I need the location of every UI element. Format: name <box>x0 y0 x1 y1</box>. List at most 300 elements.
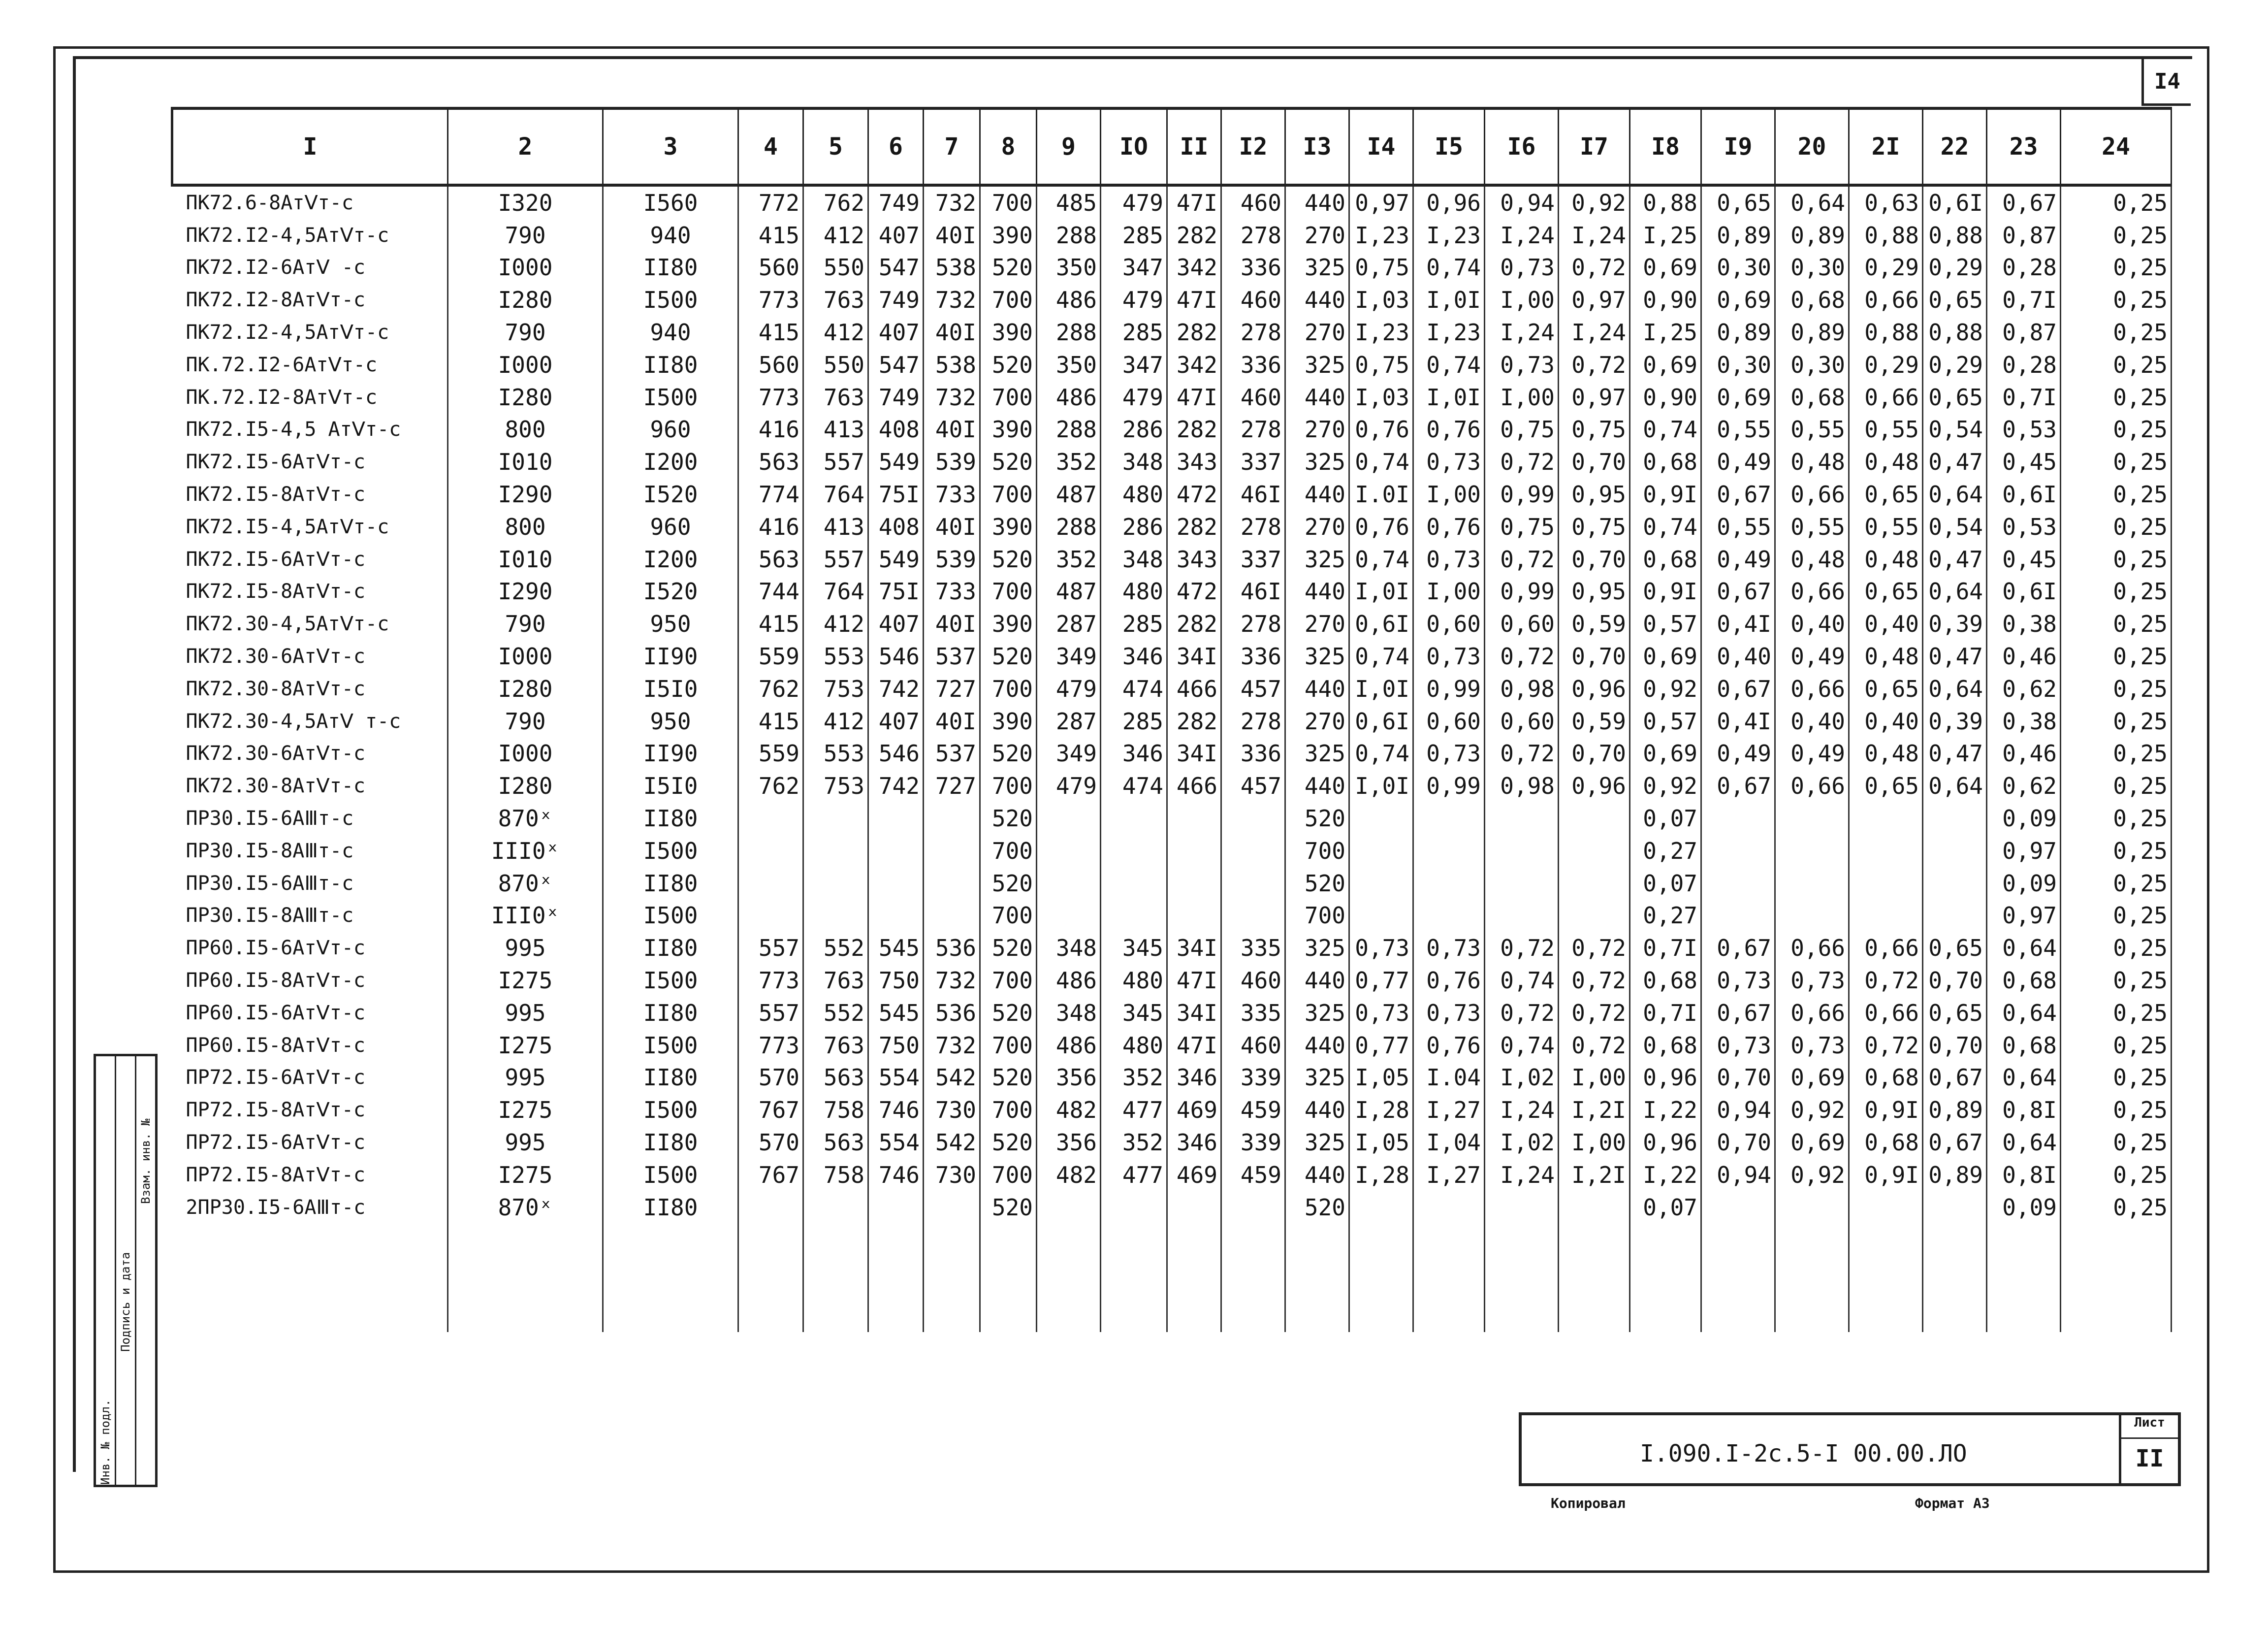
table-row <box>172 802 2172 835</box>
stamp-column-signature <box>116 1056 136 1485</box>
value-cell: 477 <box>1101 1159 1167 1191</box>
value-cell: 0,39 <box>1923 608 1987 640</box>
value-cell: II80 <box>603 1062 738 1094</box>
value-cell: 763 <box>803 381 868 414</box>
value-cell: 0,94 <box>1485 185 1559 219</box>
value-cell: 460 <box>1221 1029 1285 1062</box>
value-cell: 940 <box>603 219 738 252</box>
value-cell: 0,40 <box>1849 608 1923 640</box>
item-mark-cell: ПК.72.I2-8АтⅤт-с <box>172 381 448 414</box>
column-header: 9 <box>1037 108 1101 185</box>
value-cell: 0,72 <box>1559 964 1630 997</box>
value-cell: 552 <box>803 932 868 964</box>
value-cell: 0,49 <box>1775 738 1849 770</box>
value-cell: 0,68 <box>1630 964 1701 997</box>
column-header: 3 <box>603 108 738 185</box>
value-cell: I,05 <box>1349 1062 1413 1094</box>
value-cell: 758 <box>803 1094 868 1126</box>
value-cell: 0,65 <box>1923 997 1987 1029</box>
value-cell: 0,74 <box>1349 543 1413 576</box>
value-cell: 995 <box>448 997 603 1029</box>
value-cell: 520 <box>1285 867 1349 900</box>
value-cell: 0,07 <box>1630 1191 1701 1224</box>
value-cell: 0,69 <box>1701 381 1775 414</box>
value-cell: 0,25 <box>2061 1159 2172 1191</box>
value-cell: I,24 <box>1485 316 1559 349</box>
value-cell <box>1701 867 1775 900</box>
value-cell: 0,28 <box>1987 349 2061 381</box>
value-cell: 0,74 <box>1630 511 1701 543</box>
value-cell: I275 <box>448 1094 603 1126</box>
value-cell: 0,62 <box>1987 673 2061 705</box>
value-cell: I010 <box>448 543 603 576</box>
value-cell: 0,6I <box>1349 705 1413 738</box>
value-cell: 0,25 <box>2061 316 2172 349</box>
column-header: IO <box>1101 108 1167 185</box>
value-cell: I280 <box>448 284 603 316</box>
value-cell: 0,68 <box>1849 1062 1923 1094</box>
item-mark-cell: ПК72.6-8АтⅤт-с <box>172 185 448 219</box>
value-cell: 0,69 <box>1630 738 1701 770</box>
value-cell: 0,40 <box>1775 608 1849 640</box>
value-cell <box>1349 1191 1413 1224</box>
value-cell: II80 <box>603 1126 738 1159</box>
value-cell: 557 <box>803 446 868 478</box>
value-cell: 282 <box>1167 511 1221 543</box>
value-cell: 0,64 <box>1923 673 1987 705</box>
value-cell: I,00 <box>1413 576 1485 608</box>
value-cell: I,27 <box>1413 1094 1485 1126</box>
value-cell: 0,87 <box>1987 219 2061 252</box>
value-cell <box>738 835 803 867</box>
value-cell: 0,47 <box>1923 738 1987 770</box>
value-cell: 0,67 <box>1701 478 1775 511</box>
value-cell: 790 <box>448 705 603 738</box>
column-header: I8 <box>1630 108 1701 185</box>
value-cell <box>1167 867 1221 900</box>
value-cell: 0,30 <box>1701 349 1775 381</box>
stamp-column-replacement <box>136 1056 155 1485</box>
value-cell: 459 <box>1221 1159 1285 1191</box>
value-cell: 0,95 <box>1559 576 1630 608</box>
value-cell <box>868 835 924 867</box>
blank-cell <box>448 1224 603 1332</box>
value-cell: 0,76 <box>1413 964 1485 997</box>
value-cell: 0,89 <box>1775 219 1849 252</box>
value-cell: 700 <box>980 381 1037 414</box>
value-cell <box>1775 835 1849 867</box>
value-cell: 75I <box>868 576 924 608</box>
value-cell: 700 <box>980 1094 1037 1126</box>
value-cell: 0,45 <box>1987 446 2061 478</box>
value-cell: 0,64 <box>1987 1126 2061 1159</box>
value-cell: 554 <box>868 1062 924 1094</box>
value-cell: 440 <box>1285 381 1349 414</box>
value-cell: 0,25 <box>2061 381 2172 414</box>
value-cell <box>868 802 924 835</box>
value-cell: 0,94 <box>1701 1094 1775 1126</box>
table-row <box>172 478 2172 511</box>
value-cell: 0,69 <box>1630 640 1701 673</box>
value-cell: 520 <box>980 802 1037 835</box>
value-cell: 287 <box>1037 705 1101 738</box>
value-cell: 415 <box>738 316 803 349</box>
value-cell: 0,70 <box>1923 964 1987 997</box>
value-cell: 0,65 <box>1923 284 1987 316</box>
value-cell: 479 <box>1101 185 1167 219</box>
value-cell: I,25 <box>1630 316 1701 349</box>
value-cell: 730 <box>924 1159 980 1191</box>
value-cell: 75I <box>868 478 924 511</box>
value-cell: 0,92 <box>1630 770 1701 802</box>
value-cell <box>1037 802 1101 835</box>
value-cell: 0,55 <box>1701 511 1775 543</box>
value-cell: 0,74 <box>1349 446 1413 478</box>
item-mark-cell: ПР30.I5-8АⅢт-с <box>172 900 448 932</box>
value-cell: I,04 <box>1413 1126 1485 1159</box>
value-cell <box>1701 835 1775 867</box>
value-cell: I000 <box>448 640 603 673</box>
value-cell: 0,9I <box>1630 576 1701 608</box>
value-cell: 0,73 <box>1485 252 1559 284</box>
value-cell: 285 <box>1101 608 1167 640</box>
value-cell: 0,69 <box>1775 1126 1849 1159</box>
value-cell: 482 <box>1037 1159 1101 1191</box>
value-cell: I500 <box>603 900 738 932</box>
value-cell: 790 <box>448 608 603 640</box>
item-mark-cell: ПК72.I5-8АтⅤт-с <box>172 478 448 511</box>
value-cell: 285 <box>1101 316 1167 349</box>
value-cell: I,28 <box>1349 1159 1413 1191</box>
value-cell <box>924 900 980 932</box>
column-header: I <box>172 108 448 185</box>
value-cell: 0,73 <box>1413 446 1485 478</box>
value-cell: 0,48 <box>1849 446 1923 478</box>
value-cell <box>803 835 868 867</box>
value-cell: 0,77 <box>1349 1029 1413 1062</box>
value-cell: 0,25 <box>2061 1191 2172 1224</box>
value-cell: 0,89 <box>1701 219 1775 252</box>
value-cell: I,23 <box>1349 219 1413 252</box>
value-cell: 0,57 <box>1630 608 1701 640</box>
value-cell: 0,29 <box>1923 252 1987 284</box>
value-cell: 0,76 <box>1349 511 1413 543</box>
value-cell: 286 <box>1101 414 1167 446</box>
value-cell: 270 <box>1285 316 1349 349</box>
value-cell: 288 <box>1037 219 1101 252</box>
value-cell: 0,65 <box>1849 478 1923 511</box>
value-cell: 0,67 <box>1701 673 1775 705</box>
value-cell: I275 <box>448 1159 603 1191</box>
blank-cell <box>738 1224 803 1332</box>
value-cell: 288 <box>1037 511 1101 543</box>
column-header: I4 <box>1349 108 1413 185</box>
value-cell: 337 <box>1221 446 1285 478</box>
table-row <box>172 414 2172 446</box>
value-cell: 0,49 <box>1701 738 1775 770</box>
value-cell: 335 <box>1221 932 1285 964</box>
value-cell: I000 <box>448 349 603 381</box>
value-cell: 0,25 <box>2061 835 2172 867</box>
value-cell: 0,7I <box>1630 932 1701 964</box>
value-cell: 485 <box>1037 185 1101 219</box>
item-mark-cell: ПК72.I5-4,5АтⅤт-с <box>172 511 448 543</box>
value-cell: 413 <box>803 414 868 446</box>
value-cell <box>1775 1191 1849 1224</box>
value-cell: 0,25 <box>2061 284 2172 316</box>
value-cell: I,22 <box>1630 1159 1701 1191</box>
table-row <box>172 867 2172 900</box>
value-cell: 763 <box>803 964 868 997</box>
value-cell: 469 <box>1167 1159 1221 1191</box>
value-cell: II90 <box>603 738 738 770</box>
value-cell: 0,72 <box>1559 932 1630 964</box>
value-cell: 474 <box>1101 770 1167 802</box>
value-cell: I,03 <box>1349 284 1413 316</box>
value-cell: 352 <box>1037 446 1101 478</box>
value-cell: 0,65 <box>1849 673 1923 705</box>
value-cell: 0,75 <box>1349 349 1413 381</box>
value-cell: 480 <box>1101 576 1167 608</box>
value-cell: 487 <box>1037 478 1101 511</box>
value-cell: 764 <box>803 478 868 511</box>
value-cell: 339 <box>1221 1126 1285 1159</box>
value-cell: 563 <box>803 1062 868 1094</box>
value-cell: 0,25 <box>2061 997 2172 1029</box>
value-cell: 460 <box>1221 964 1285 997</box>
value-cell: 520 <box>1285 1191 1349 1224</box>
value-cell: II80 <box>603 802 738 835</box>
value-cell <box>1413 900 1485 932</box>
item-mark-cell: ПК72.I5-6АтⅤт-с <box>172 446 448 478</box>
value-cell: 40I <box>924 219 980 252</box>
value-cell: 0,88 <box>1849 219 1923 252</box>
value-cell: 0,74 <box>1413 252 1485 284</box>
value-cell: 0,72 <box>1559 997 1630 1029</box>
table-header-row <box>172 108 2172 185</box>
value-cell: 482 <box>1037 1094 1101 1126</box>
value-cell: 0,59 <box>1559 608 1630 640</box>
value-cell: 415 <box>738 608 803 640</box>
value-cell: 0,88 <box>1923 316 1987 349</box>
value-cell: 0,25 <box>2061 478 2172 511</box>
value-cell: 270 <box>1285 608 1349 640</box>
value-cell: 440 <box>1285 576 1349 608</box>
value-cell: 538 <box>924 349 980 381</box>
document-code: I.090.I-2с.5-I 00.00.ЛО <box>1640 1440 1967 1467</box>
value-cell: 415 <box>738 705 803 738</box>
value-cell: 0,8I <box>1987 1094 2061 1126</box>
value-cell: 0,98 <box>1485 770 1559 802</box>
value-cell: 0,40 <box>1849 705 1923 738</box>
item-mark-cell: ПР60.I5-8АтⅤт-с <box>172 964 448 997</box>
value-cell: II80 <box>603 1191 738 1224</box>
value-cell: 0,64 <box>1923 478 1987 511</box>
value-cell <box>1413 835 1485 867</box>
value-cell: 0,73 <box>1349 997 1413 1029</box>
value-cell: 460 <box>1221 185 1285 219</box>
value-cell <box>738 900 803 932</box>
value-cell: 0,69 <box>1701 284 1775 316</box>
value-cell: 0,25 <box>2061 673 2172 705</box>
value-cell: 0,53 <box>1987 511 2061 543</box>
value-cell: 0,75 <box>1559 511 1630 543</box>
value-cell: 763 <box>803 1029 868 1062</box>
value-cell: 457 <box>1221 770 1285 802</box>
value-cell: 0,97 <box>1349 185 1413 219</box>
value-cell: 0,30 <box>1775 252 1849 284</box>
value-cell: I,24 <box>1485 1159 1559 1191</box>
value-cell <box>1167 835 1221 867</box>
sheet-corner-number: I4 <box>2141 59 2191 106</box>
value-cell: 542 <box>924 1062 980 1094</box>
value-cell <box>1037 1191 1101 1224</box>
value-cell: 0,59 <box>1559 705 1630 738</box>
value-cell: 40I <box>924 608 980 640</box>
value-cell: 0,28 <box>1987 252 2061 284</box>
value-cell: 47I <box>1167 381 1221 414</box>
value-cell: 0,67 <box>1987 185 2061 219</box>
value-cell: 270 <box>1285 705 1349 738</box>
table-row <box>172 446 2172 478</box>
value-cell: 763 <box>803 284 868 316</box>
value-cell: I500 <box>603 1094 738 1126</box>
column-header: 22 <box>1923 108 1987 185</box>
value-cell: 0,69 <box>1630 349 1701 381</box>
value-cell: 0,29 <box>1923 349 1987 381</box>
value-cell: 0,60 <box>1413 608 1485 640</box>
value-cell: 390 <box>980 511 1037 543</box>
value-cell: 0,74 <box>1485 1029 1559 1062</box>
blank-cell <box>1037 1224 1101 1332</box>
value-cell: 520 <box>980 997 1037 1029</box>
value-cell: I560 <box>603 185 738 219</box>
value-cell: 347 <box>1101 252 1167 284</box>
value-cell: 34I <box>1167 640 1221 673</box>
value-cell: 47I <box>1167 1029 1221 1062</box>
value-cell <box>1037 867 1101 900</box>
value-cell: 0,75 <box>1349 252 1413 284</box>
value-cell: 0,09 <box>1987 1191 2061 1224</box>
value-cell: 477 <box>1101 1094 1167 1126</box>
table-row <box>172 1159 2172 1191</box>
item-mark-cell: ПК72.30-6АтⅤт-с <box>172 738 448 770</box>
value-cell: 0,73 <box>1485 349 1559 381</box>
value-cell: 0,4I <box>1701 608 1775 640</box>
value-cell <box>1101 867 1167 900</box>
value-cell: 0,47 <box>1923 640 1987 673</box>
value-cell <box>1221 867 1285 900</box>
value-cell: 336 <box>1221 349 1285 381</box>
value-cell: 40I <box>924 414 980 446</box>
value-cell: I,0I <box>1413 381 1485 414</box>
value-cell: 773 <box>738 1029 803 1062</box>
value-cell: 479 <box>1101 381 1167 414</box>
column-header: I6 <box>1485 108 1559 185</box>
value-cell: I280 <box>448 770 603 802</box>
value-cell: 744 <box>738 576 803 608</box>
value-cell: 960 <box>603 414 738 446</box>
value-cell: 559 <box>738 640 803 673</box>
value-cell: 0,55 <box>1701 414 1775 446</box>
blank-cell <box>803 1224 868 1332</box>
item-mark-cell: ПК72.30-4,5АтⅤт-с <box>172 608 448 640</box>
value-cell: 520 <box>980 446 1037 478</box>
format-label: Формат А3 <box>1915 1495 1990 1511</box>
value-cell: 0,74 <box>1485 964 1559 997</box>
value-cell: 545 <box>868 997 924 1029</box>
value-cell <box>1701 1191 1775 1224</box>
value-cell: 0,92 <box>1775 1094 1849 1126</box>
value-cell: 536 <box>924 932 980 964</box>
value-cell: 0,66 <box>1849 284 1923 316</box>
value-cell: 337 <box>1221 543 1285 576</box>
table-row <box>172 1062 2172 1094</box>
value-cell: 753 <box>803 770 868 802</box>
item-mark-cell: ПК72.30-8АтⅤт-с <box>172 673 448 705</box>
value-cell: 762 <box>803 185 868 219</box>
value-cell: 40I <box>924 705 980 738</box>
value-cell: 0,92 <box>1630 673 1701 705</box>
sheet-label: Лист <box>2121 1415 2178 1439</box>
value-cell: 732 <box>924 381 980 414</box>
value-cell: 700 <box>980 835 1037 867</box>
value-cell: 390 <box>980 608 1037 640</box>
value-cell <box>1559 802 1630 835</box>
value-cell: 0,53 <box>1987 414 2061 446</box>
value-cell <box>1349 835 1413 867</box>
sheet-number: II <box>2135 1445 2164 1472</box>
value-cell: 560 <box>738 252 803 284</box>
side-stamp-strip <box>94 1054 158 1487</box>
value-cell: III0ˣ <box>448 835 603 867</box>
value-cell: 537 <box>924 738 980 770</box>
value-cell: 0,25 <box>2061 640 2172 673</box>
value-cell: I,00 <box>1413 478 1485 511</box>
value-cell <box>738 867 803 900</box>
column-header: I9 <box>1701 108 1775 185</box>
value-cell: 733 <box>924 478 980 511</box>
value-cell: 47I <box>1167 284 1221 316</box>
value-cell: 0,25 <box>2061 576 2172 608</box>
value-cell: 0,69 <box>1630 252 1701 284</box>
value-cell: 546 <box>868 640 924 673</box>
value-cell: 0,97 <box>1559 381 1630 414</box>
table-row <box>172 608 2172 640</box>
value-cell: 950 <box>603 705 738 738</box>
table-row <box>172 252 2172 284</box>
value-cell: I,24 <box>1485 1094 1559 1126</box>
table-row <box>172 1029 2172 1062</box>
value-cell: 350 <box>1037 252 1101 284</box>
value-cell: 352 <box>1101 1126 1167 1159</box>
value-cell: 469 <box>1167 1094 1221 1126</box>
value-cell: 0,64 <box>1923 576 1987 608</box>
value-cell: 800 <box>448 511 603 543</box>
item-mark-cell: ПР72.I5-6АтⅤт-с <box>172 1062 448 1094</box>
value-cell: 348 <box>1037 997 1101 1029</box>
value-cell: 0,76 <box>1413 414 1485 446</box>
value-cell <box>803 867 868 900</box>
blank-cell <box>1987 1224 2061 1332</box>
value-cell: I,03 <box>1349 381 1413 414</box>
value-cell: 0,25 <box>2061 738 2172 770</box>
value-cell: 345 <box>1101 932 1167 964</box>
value-cell: 995 <box>448 932 603 964</box>
value-cell: 0,99 <box>1485 576 1559 608</box>
value-cell: I,22 <box>1630 1094 1701 1126</box>
item-mark-cell: ПК72.I2-8АтⅤт-с <box>172 284 448 316</box>
